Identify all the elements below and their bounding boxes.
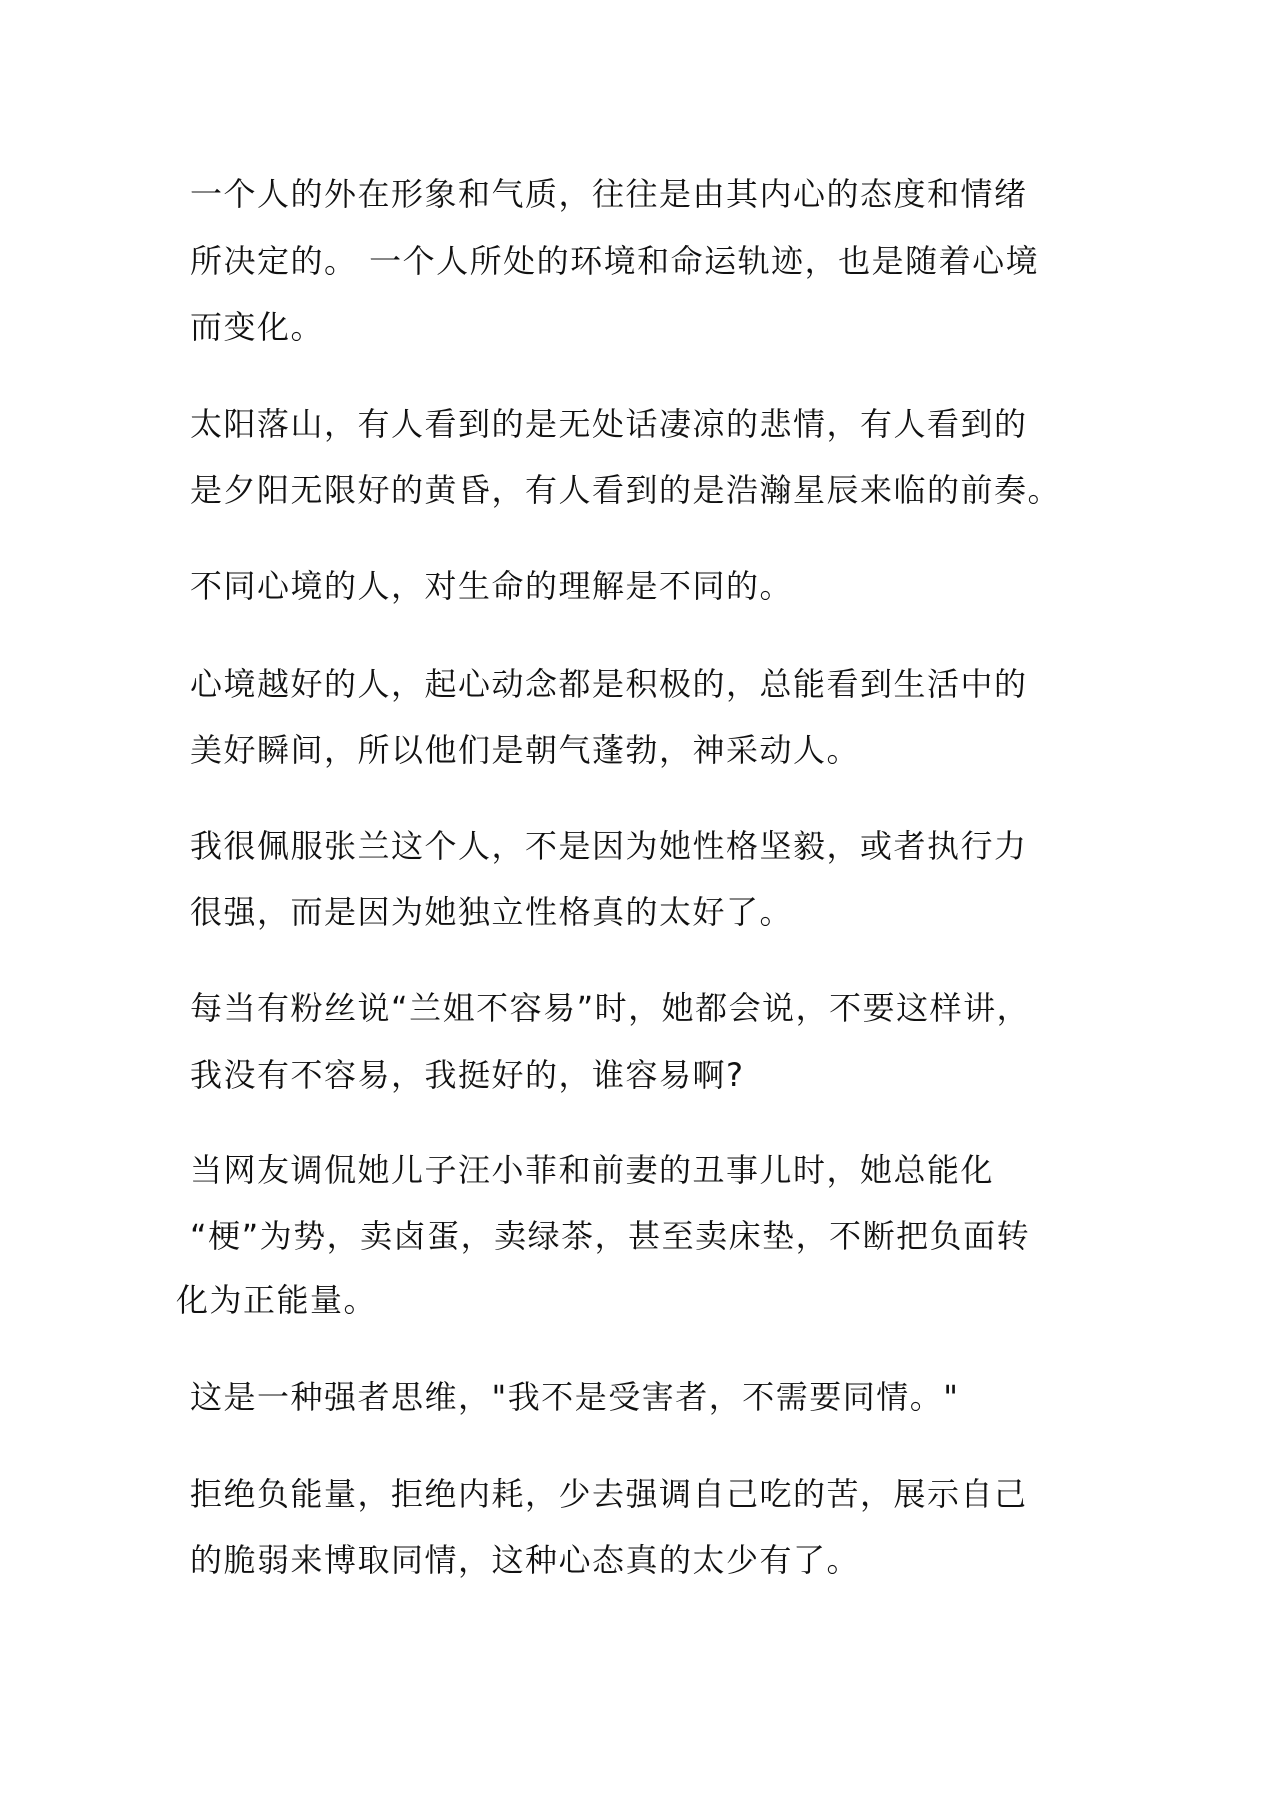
- paragraph-8-line-1: 这是一种强者思维，"我不是受害者，不需要同情。": [190, 1378, 960, 1416]
- paragraph-7-line-1: 当网友调侃她儿子汪小菲和前妻的丑事儿时，她总能化: [190, 1151, 995, 1189]
- paragraph-1-line-3: 而变化。: [190, 308, 325, 346]
- paragraph-7-line-3: 化为正能量。: [176, 1281, 378, 1319]
- paragraph-4-line-2: 美好瞬间，所以他们是朝气蓬勃，神采动人。: [190, 731, 861, 769]
- paragraph-2-line-2: 是夕阳无限好的黄昏，有人看到的是浩瀚星辰来临的前奏。: [190, 471, 1062, 509]
- paragraph-1-line-2: 所决定的。 一个人所处的环境和命运轨迹，也是随着心境: [190, 242, 1040, 280]
- paragraph-5-line-2: 很强，而是因为她独立性格真的太好了。: [190, 893, 794, 931]
- paragraph-6-line-2: 我没有不容易，我挺好的，谁容易啊?: [190, 1056, 745, 1094]
- paragraph-4-line-1: 心境越好的人，起心动念都是积极的，总能看到生活中的: [190, 665, 1028, 703]
- paragraph-2-line-1: 太阳落山，有人看到的是无处话凄凉的悲情，有人看到的: [190, 405, 1028, 443]
- paragraph-3-line-1: 不同心境的人，对生命的理解是不同的。: [190, 567, 794, 605]
- paragraph-1-line-1: 一个人的外在形象和气质，往往是由其内心的态度和情绪: [190, 175, 1028, 213]
- paragraph-5-line-1: 我很佩服张兰这个人，不是因为她性格坚毅，或者执行力: [190, 827, 1028, 865]
- paragraph-9-line-1: 拒绝负能量，拒绝内耗，少去强调自己吃的苦，展示自己: [190, 1475, 1028, 1513]
- paragraph-7-line-2: “梗”为势，卖卤蛋，卖绿茶，甚至卖床垫，不断把负面转: [190, 1217, 1031, 1255]
- paragraph-6-line-1: 每当有粉丝说“兰姐不容易”时，她都会说，不要这样讲，: [190, 989, 1031, 1027]
- paragraph-9-line-2: 的脆弱来博取同情，这种心态真的太少有了。: [190, 1541, 861, 1579]
